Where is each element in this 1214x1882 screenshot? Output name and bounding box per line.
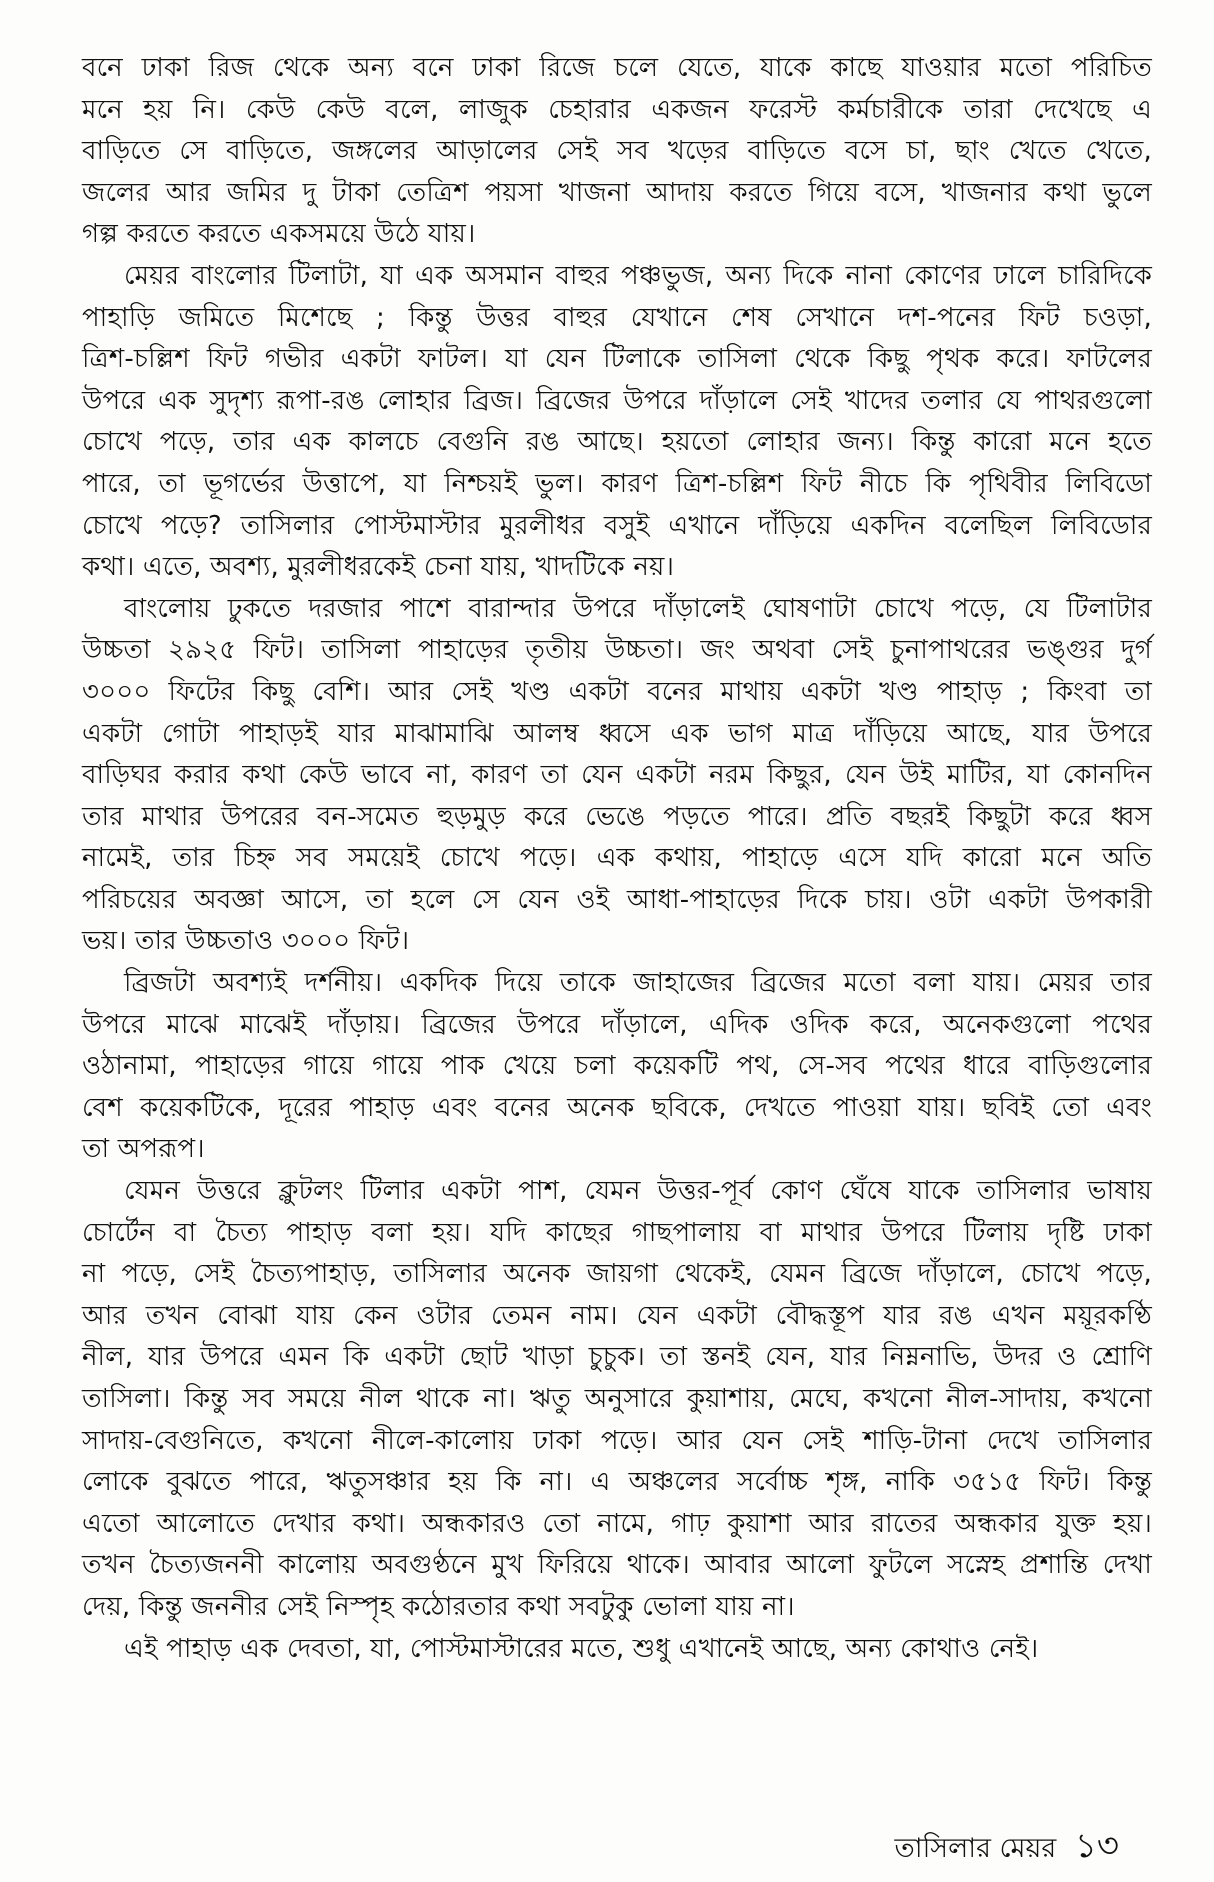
text-line: লোকে বুঝতে পারে, ঋতুসঞ্চার হয় কি না। এ অঞ্চলের সর্বোচ্চ শৃঙ্গ, নাকি ৩৫১৫ ফিট। কিন্তু [82, 1467, 1152, 1498]
text-line: নীল, যার উপরে এমন কি একটা ছোট খাড়া চুচুক। তা স্তনই যেন, যার নিম্ননাভি, উদর ও শ্রোণি [82, 1342, 1152, 1373]
text-line: নামেই, তার চিহ্ন সব সময়েই চোখে পড়ে। এক কথায়, পাহাড়ে এসে যদি কারো মনে অতি [82, 843, 1152, 874]
text-line: চোর্টেন বা চৈত্য পাহাড় বলা হয়। যদি কাছের গাছপালায় বা মাথার উপরে টিলায় দৃষ্টি ঢাকা [82, 1217, 1152, 1248]
text-line: আর তখন বোঝা যায় কেন ওটার তেমন নাম। যেন একটা বৌদ্ধস্তূপ যার রঙ এখন ময়ূরকণ্ঠি [82, 1300, 1152, 1331]
text-line: তাসিলা। কিন্তু সব সময়ে নীল থাকে না। ঋতু অনুসারে কুয়াশায়, মেঘে, কখনো নীল-সাদায়, কখনো [82, 1384, 1152, 1414]
body-text [82, 48, 1152, 1670]
text-line: উপরে এক সুদৃশ্য রূপা-রঙ লোহার ব্রিজ। ব্রিজের উপরে দাঁড়ালে সেই খাদের তলার যে পাথরগুলো [82, 385, 1152, 416]
text-line: চোখে পড়ে, তার এক কালচে বেগুনি রঙ আছে। হয়তো লোহার জন্য। কিন্তু কারো মনে হতে [82, 427, 1152, 458]
text-line: বাড়িঘর করার কথা কেউ ভাবে না, কারণ তা যেন একটা নরম কিছুর, যেন উই মাটির, যা কোনদিন [82, 760, 1152, 791]
text-line: পরিচয়ের অবজ্ঞা আসে, তা হলে সে যেন ওই আধা-পাহাড়ের দিকে চায়। ওটা একটা উপকারী [82, 884, 1152, 915]
text-line: মনে হয় নি। কেউ কেউ বলে, লাজুক চেহারার একজন ফরেস্ট কর্মচারীকে তারা দেখেছে এ [82, 94, 1152, 125]
text-line: এতো আলোতে দেখার কথা। অন্ধকারও তো নামে, গাঢ় কুয়াশা আর রাতের অন্ধকার যুক্ত হয়। [82, 1508, 1152, 1539]
paragraph [82, 256, 1152, 589]
paragraph [82, 1171, 1152, 1629]
text-line: বনে ঢাকা রিজ থেকে অন্য বনে ঢাকা রিজে চলে যেতে, যাকে কাছে যাওয়ার মতো পরিচিত [82, 53, 1152, 83]
paragraph [82, 48, 1152, 256]
text-line: একটা গোটা পাহাড়ই যার মাঝামাঝি আলম্ব ধ্বসে এক ভাগ মাত্র দাঁড়িয়ে আছে, যার উপরে [82, 718, 1152, 749]
text-line: এই পাহাড় এক দেবতা, যা, পোস্টমাস্টারের মতে, শুধু এখানেই আছে, অন্য কোথাও নেই। [124, 1633, 1039, 1664]
paragraph [82, 963, 1152, 1171]
text-line: ওঠানামা, পাহাড়ের গায়ে গায়ে পাক খেয়ে চলা কয়েকটি পথ, সে-সব পথের ধারে বাড়িগুলোর [82, 1051, 1152, 1082]
text-line: তার মাথার উপরের বন-সমেত হুড়মুড় করে ভেঙে পড়তে পারে। প্রতি বছরই কিছুটা করে ধ্বস [82, 801, 1152, 832]
text-line: জলের আর জমির দু টাকা তেত্রিশ পয়সা খাজনা আদায় করতে গিয়ে বসে, খাজনার কথা ভুলে [82, 177, 1152, 208]
text-line: যেমন উত্তরে ক্লুটলং টিলার একটা পাশ, যেমন উত্তর-পূর্ব কোণ ঘেঁষে যাকে তাসিলার ভাষায় [124, 1176, 1152, 1207]
text-line: গল্প করতে করতে একসময়ে উঠে যায়। [82, 219, 476, 250]
text-line: উপরে মাঝে মাঝেই দাঁড়ায়। ব্রিজের উপরে দাঁড়ালে, এদিক ওদিক করে, অনেকগুলো পথের [82, 1009, 1152, 1040]
text-line: না পড়ে, সেই চৈত্যপাহাড়, তাসিলার অনেক জায়গা থেকেই, যেমন ব্রিজে দাঁড়ালে, চোখে পড়ে, [82, 1259, 1152, 1290]
text-line: ভয়। তার উচ্চতাও ৩০০০ ফিট। [82, 926, 410, 957]
text-line: বাংলোয় ঢুকতে দরজার পাশে বারান্দার উপরে দাঁড়ালেই ঘোষণাটা চোখে পড়ে, যে টিলাটার [124, 593, 1152, 624]
text-line: বেশ কয়েকটিকে, দূরের পাহাড় এবং বনের অনেক ছবিকে, দেখতে পাওয়া যায়। ছবিই তো এবং [82, 1092, 1152, 1123]
text-line: ত্রিশ-চল্লিশ ফিট গভীর একটা ফাটল। যা যেন টিলাকে তাসিলা থেকে কিছু পৃথক করে। ফাটলের [82, 344, 1152, 375]
paragraph [82, 589, 1152, 963]
text-line: তা অপরূপ। [82, 1134, 205, 1165]
text-line: বাড়িতে সে বাড়িতে, জঙ্গলের আড়ালের সেই সব খড়ের বাড়িতে বসে চা, ছাং খেতে খেতে, [82, 136, 1152, 167]
page-number: ১৩ [1074, 1826, 1119, 1866]
page-footer [894, 1820, 1119, 1877]
text-line: ব্রিজটা অবশ্যই দর্শনীয়। একদিক দিয়ে তাকে জাহাজের ব্রিজের মতো বলা যায়। মেয়র তার [124, 968, 1152, 999]
text-line: দেয়, কিন্তু জননীর সেই নিস্পৃহ কঠোরতার কথা সবটুকু ভোলা যায় না। [82, 1591, 795, 1622]
text-line: পাহাড়ি জমিতে মিশেছে ; কিন্তু উত্তর বাহুর যেখানে শেষ সেখানে দশ-পনের ফিট চওড়া, [82, 302, 1152, 333]
text-line: তখন চৈত্যজননী কালোয় অবগুণ্ঠনে মুখ ফিরিয়ে থাকে। আবার আলো ফুটলে সস্নেহ প্রশান্তি দেখা [82, 1550, 1152, 1581]
text-line: উচ্চতা ২৯২৫ ফিট। তাসিলা পাহাড়ের তৃতীয় উচ্চতা। জং অথবা সেই চুনাপাথরের ভঙ্গুর দুর্গ [82, 635, 1152, 666]
running-title: তাসিলার মেয়র [894, 1833, 1057, 1864]
text-line: মেয়র বাংলোর টিলাটা, যা এক অসমান বাহুর পঞ্চভুজ, অন্য দিকে নানা কোণের ঢালে চারিদিকে [124, 260, 1152, 291]
text-line: কথা। এতে, অবশ্য, মুরলীধরকেই চেনা যায়, খাদটিকে নয়। [82, 552, 675, 583]
paragraph [82, 1629, 1152, 1671]
text-line: চোখে পড়ে? তাসিলার পোস্টমাস্টার মুরলীধর বসুই এখানে দাঁড়িয়ে একদিন বলেছিল লিবিডোর [82, 510, 1152, 541]
text-line: পারে, তা ভূগর্ভের উত্তাপে, যা নিশ্চয়ই ভুল। কারণ ত্রিশ-চল্লিশ ফিট নীচে কি পৃথিবীর লিবিডো [82, 468, 1152, 499]
text-line: সাদায়-বেগুনিতে, কখনো নীলে-কালোয় ঢাকা পড়ে। আর যেন সেই শাড়ি-টানা দেখে তাসিলার [82, 1425, 1152, 1456]
text-line: ৩০০০ ফিটের কিছু বেশি। আর সেই খণ্ড একটা বনের মাথায় একটা খণ্ড পাহাড় ; কিংবা তা [82, 676, 1152, 707]
